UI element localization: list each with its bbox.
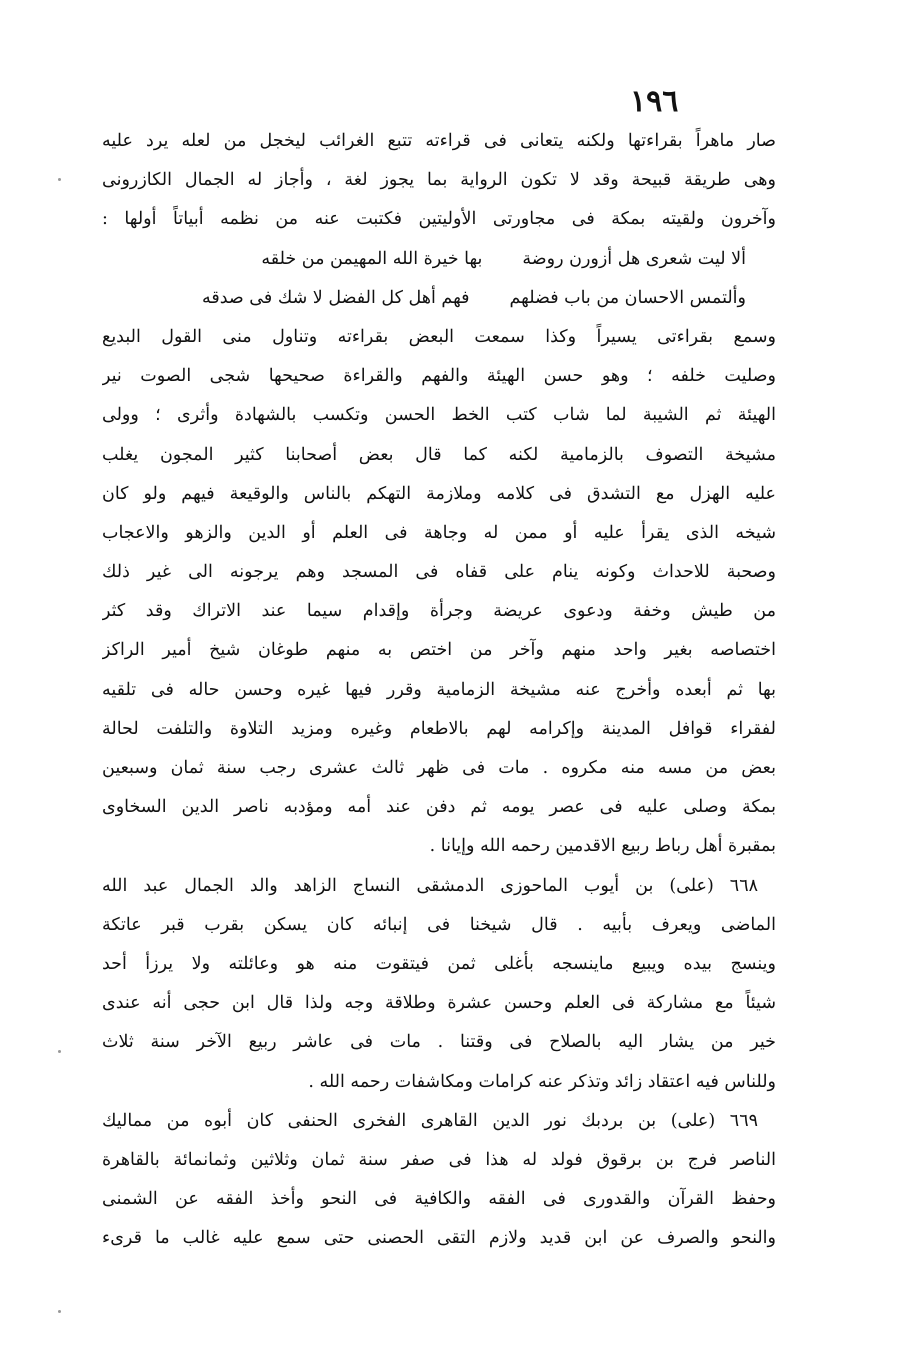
text-line: بها ثم أبعده وأخرج عنه مشيخة الزمامية وقرر فيها غيره وحسن حاله فى تلقيه <box>102 679 776 700</box>
margin-dot <box>58 1050 61 1053</box>
page-number: ١٩٦ <box>630 84 679 119</box>
entry-668-line: شيئاً مع مشاركة فى العلم وحسن عشرة وطلاقة وجه ولذا قال ابن حجى أنه عندى <box>102 993 776 1014</box>
text-line: بمقبرة أهل رباط ربيع الاقدمين رحمه الله وإيانا . <box>429 836 776 857</box>
margin-dot <box>58 178 61 181</box>
entry-669-line: والنحو والصرف عن ابن قديد ولازم التقى الحصنى حتى سمع عليه غالب ما قرىء <box>102 1228 776 1249</box>
verse-hemistich-second: فهم أهل كل الفضل لا شك فى صدقه <box>201 287 470 308</box>
entry-669-line: ٦٦٩ (على) بن بردبك نور الدين القاهرى الفخرى الحنفى كان أبوه من مماليك <box>102 1110 758 1131</box>
text-line: شيخه الذى يقرأ عليه أو ممن له وجاهة فى العلم أو الدين والزهو والاعجاب <box>102 522 776 543</box>
verse-hemistich-first: ألا ليت شعرى هل أزورن روضة <box>522 248 746 269</box>
entry-669-line: الناصر فرج بن برقوق فولد له هذا فى صفر سنة ثمان وثلاثين وثمانمائة بالقاهرة <box>102 1149 776 1170</box>
text-line: بعض من مسه منه مكروه . مات فى ظهر ثالث عشرى رجب سنة ثمان وسبعين <box>102 758 776 778</box>
entry-668-line: خير من يشار اليه بالصلاح فى وقتنا . مات فى عاشر ربيع الآخر سنة ثلاث <box>102 1032 776 1053</box>
text-line: من طيش وخفة ودعوى عريضة وجرأة وإقدام سيما عند الاتراك وقد كثر <box>102 601 776 622</box>
entry-669-line: وحفظ القرآن والقدورى فى الفقه والكافية فى النحو وأخذ الفقه عن الشمنى <box>102 1189 776 1210</box>
entry-668-line: وينسج بيده ويبيع ماينسجه بأغلى ثمن فيتقوت منه هو وعائلته ولا يرزأ أحد <box>102 953 776 974</box>
text-line: وصليت خلفه ؛ وهو حسن الهيئة والفهم والقراءة صحيحها شجى الصوت نير <box>102 366 776 387</box>
text-line: وصحبة للاحداث وكونه ينام على قفاه فى المسجد وهم يرجونه الى غير ذلك <box>102 562 776 583</box>
verse-hemistich-first: وألتمس الاحسان من باب فضلهم <box>509 287 746 308</box>
text-line: وهى طريقة قبيحة وقد لا تكون الرواية بما يجوز لغة ، وأجاز له الجمال الكازرونى <box>102 170 776 191</box>
margin-dot <box>58 1310 61 1313</box>
text-line: وسمع بقراءتى يسيراً وكذا سمعت البعض بقراءته وتناول منى القول البديع <box>102 326 776 347</box>
entry-668-line: وللناس فيه اعتقاد زائد وتذكر عنه كرامات ومكاشفات رحمه الله . <box>308 1071 776 1092</box>
text-line: اختصاصه بغير واحد منهم وآخر من اختص به منهم طوغان شيخ أمير الراكز <box>102 640 776 661</box>
text-body <box>102 122 776 1258</box>
text-line: صار ماهراً بقراءتها ولكنه يتعانى فى قراءته تتبع الغرائب ليخجل من لعله يرد عليه <box>102 131 776 151</box>
text-line: مشيخة التصوف بالزمامية لكنه كما قال بعض أصحابنا كثير المجون يغلب <box>102 444 776 465</box>
text-line: عليه الهزل مع التشدق فى كلامه وملازمة التهكم بالناس والوقيعة فيهم ولو كان <box>102 483 776 504</box>
verse-hemistich-second: بها خيرة الله المهيمن من خلقه <box>261 248 483 269</box>
text-line: لفقراء قوافل المدينة وإكرامه لهم بالاطعام وغيره ومزيد التلاوة والتلفت لحالة <box>102 718 776 739</box>
entry-668-line: ٦٦٨ (على) بن أيوب الماحوزى الدمشقى النساج الزاهد والد الجمال عبد الله <box>102 875 758 896</box>
text-line: وآخرون ولقيته بمكة فى مجاورتى الأوليتين فكتبت عنه من نظمه أبياتاً أولها : <box>102 209 776 230</box>
entry-668-line: الماضى ويعرف بأبيه . قال شيخنا فى إنبائه كان يسكن بقرب قبر عاتكة <box>102 914 776 935</box>
text-line: الهيئة ثم الشيبة لما شاب كتب الخط الحسن وتكسب بالشهادة وأثرى ؛ وولى <box>102 405 776 426</box>
verse-line <box>102 240 776 279</box>
text-line: بمكة وصلى عليه فى عصر يومه ثم دفن عند أمه ومؤدبه ناصر الدين السخاوى <box>102 797 776 818</box>
verse-line <box>102 279 776 318</box>
